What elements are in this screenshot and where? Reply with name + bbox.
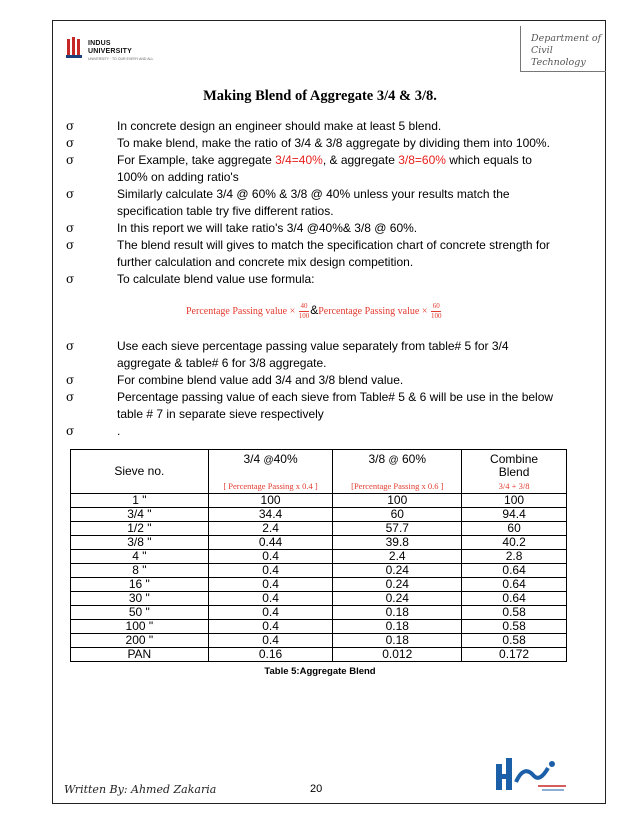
list-item	[64, 338, 564, 372]
page-title: Making Blend of Aggregate 3/4 & 3/8.	[203, 88, 437, 104]
formula-fraction-1	[299, 302, 310, 321]
bullet-symbol: σ	[66, 373, 75, 387]
bullet-text: Use each sieve percentage passing value separately from table# 5 for 3/4 aggregate & table# 6 for 3/8 aggregate.	[117, 339, 509, 370]
table-row	[71, 494, 567, 508]
table-row	[71, 522, 567, 536]
cell-38-value: 0.012	[333, 648, 462, 662]
list-item	[64, 135, 564, 152]
bullet-symbol: σ	[66, 187, 75, 201]
cell-34-value: 0.4	[208, 564, 333, 578]
cell-combine-value: 0.58	[462, 634, 567, 648]
company-logo-image	[492, 752, 572, 796]
highlight-ratio-38: 3/8=60%	[398, 153, 446, 167]
fraction-numerator: 40	[300, 302, 308, 310]
fraction-denominator: 100	[430, 312, 442, 320]
list-item	[64, 186, 564, 220]
cell-34-value: 34.4	[208, 508, 333, 522]
bullet-symbol: σ	[66, 272, 75, 286]
bullet-text: Percentage passing value of each sieve from Table# 5 & 6 will be use in the below table # 7 in separate sieve respectively	[117, 390, 554, 421]
cell-combine-value: 94.4	[462, 508, 567, 522]
bullet-text: To make blend, make the ratio of 3/4 & 3/8 aggregate by dividing them into 100%.	[117, 136, 550, 150]
cell-38-value: 57.7	[333, 522, 462, 536]
table-row	[71, 564, 567, 578]
bullet-text: The blend result will gives to match the specification chart of concrete strength for further calculation and concrete mix design competition.	[117, 238, 550, 269]
cell-34-value: 2.4	[208, 522, 333, 536]
bullet-text: In this report we will take ratio's 3/4 @40%& 3/8 @ 60%.	[117, 221, 418, 235]
department-line-2: Civil	[531, 45, 553, 56]
cell-sieve: 3/8 "	[71, 536, 209, 550]
cell-34-value: 0.4	[208, 578, 333, 592]
header-col-combine-formula: 3/4 + 3/8	[498, 481, 530, 491]
cell-combine-value: 0.58	[462, 620, 567, 634]
cell-combine-value: 2.8	[462, 550, 567, 564]
header-col-38-main: 3/8	[368, 452, 389, 466]
header-col-34-formula: [ Percentage Passing x 0.4 ]	[223, 481, 318, 491]
list-item	[64, 271, 564, 288]
table-row	[71, 536, 567, 550]
department-line-3: Technology	[531, 57, 586, 68]
page-number: 20	[310, 783, 323, 795]
bullet-text: To calculate blend value use formula:	[117, 272, 315, 286]
list-item	[64, 152, 564, 186]
department-label	[520, 26, 606, 72]
cell-34-value: 0.4	[208, 550, 333, 564]
cell-sieve: 1/2 "	[71, 522, 209, 536]
cell-sieve: 30 "	[71, 592, 209, 606]
highlight-ratio-34: 3/4=40%	[275, 153, 323, 167]
list-item	[64, 118, 564, 135]
cell-38-value: 0.18	[333, 606, 462, 620]
cell-34-value: 0.4	[208, 620, 333, 634]
cell-sieve: 8 "	[71, 564, 209, 578]
bullet-text: .	[117, 424, 121, 438]
header-col-combine-title: Combine Blend	[490, 452, 539, 479]
cell-sieve: 200 "	[71, 634, 209, 648]
header-sieve	[71, 450, 209, 494]
bullet-symbol: σ	[66, 339, 75, 353]
table-caption: Table 5:Aggregate Blend	[264, 666, 376, 677]
table-row	[71, 620, 567, 634]
bullet-symbol: σ	[66, 221, 75, 235]
header-col-34	[208, 450, 333, 494]
bullet-text: For Example, take aggregate	[117, 153, 276, 167]
cell-34-value: 100	[208, 494, 333, 508]
formula-part-2: Percentage Passing value ×	[318, 305, 428, 317]
cell-combine-value: 40.2	[462, 536, 567, 550]
cell-combine-value: 0.64	[462, 564, 567, 578]
bullet-symbol: σ	[66, 390, 75, 404]
formula-part-1: Percentage Passing value ×	[186, 305, 296, 317]
aggregate-blend-table	[70, 449, 567, 662]
formula-ampersand: &	[310, 302, 319, 317]
list-item	[64, 423, 564, 440]
bullet-text: , & aggregate	[322, 153, 399, 167]
bullet-symbol: σ	[66, 119, 75, 133]
cell-combine-value: 0.64	[462, 578, 567, 592]
university-crest-icon	[66, 36, 84, 60]
list-item	[64, 389, 564, 423]
header-col-combine	[462, 450, 567, 494]
list-item	[64, 220, 564, 237]
header-col-38-formula: [Percentage Passing x 0.6 ]	[351, 481, 444, 491]
cell-38-value: 60	[333, 508, 462, 522]
cell-38-value: 0.18	[333, 620, 462, 634]
header-col-38-pct: 60%	[398, 452, 427, 466]
table-row	[71, 648, 567, 662]
cell-sieve: 50 "	[71, 606, 209, 620]
cell-sieve: 4 "	[71, 550, 209, 564]
cell-38-value: 39.8	[333, 536, 462, 550]
header-col-34-title	[209, 453, 333, 467]
bullet-symbol: σ	[66, 153, 75, 167]
cell-combine-value: 0.58	[462, 606, 567, 620]
fraction-denominator: 100	[298, 312, 310, 320]
table-header-row	[71, 450, 567, 494]
formula-fraction-2	[431, 302, 442, 321]
cell-combine-value: 0.172	[462, 648, 567, 662]
cell-sieve: PAN	[71, 648, 209, 662]
bullet-text: In concrete design an engineer should make at least 5 blend.	[117, 119, 442, 133]
table-row	[71, 606, 567, 620]
bullet-symbol: σ	[66, 136, 75, 150]
header-col-38-at: @	[388, 455, 399, 466]
university-logo	[66, 36, 176, 66]
cell-sieve: 1 "	[71, 494, 209, 508]
table-row	[71, 578, 567, 592]
bullet-text: which equals to 100% on adding ratio's	[117, 153, 532, 184]
header-col-34-at: @	[263, 455, 274, 466]
blend-formula	[186, 302, 486, 328]
cell-38-value: 0.18	[333, 634, 462, 648]
cell-combine-value: 0.64	[462, 592, 567, 606]
list-item	[64, 237, 564, 271]
header-col-38-title	[333, 453, 461, 467]
cell-34-value: 0.4	[208, 592, 333, 606]
cell-38-value: 0.24	[333, 592, 462, 606]
cell-combine-value: 100	[462, 494, 567, 508]
logo-line-3: UNIVERSITY · TO OUR EVERY AND ALL	[88, 57, 154, 61]
cell-38-value: 100	[333, 494, 462, 508]
table-body	[71, 494, 567, 662]
logo-line-1: INDUS	[88, 40, 111, 47]
department-line-1: Department of	[531, 33, 602, 44]
header-col-38	[333, 450, 462, 494]
table-row	[71, 508, 567, 522]
cell-combine-value: 60	[462, 522, 567, 536]
bullet-list	[64, 118, 564, 288]
footer-author: Written By: Ahmed Zakaria	[64, 783, 217, 796]
cell-34-value: 0.4	[208, 634, 333, 648]
cell-38-value: 2.4	[333, 550, 462, 564]
table-row	[71, 592, 567, 606]
fraction-numerator: 60	[432, 302, 440, 310]
cell-sieve: 100 "	[71, 620, 209, 634]
company-logo	[492, 752, 572, 796]
company-logo-mark-icon	[496, 758, 566, 790]
header-sieve-label: Sieve no.	[114, 464, 165, 478]
list-item	[64, 372, 564, 389]
header-col-34-main: 3/4	[243, 452, 264, 466]
bullet-text: For combine blend value add 3/4 and 3/8 blend value.	[117, 373, 404, 387]
cell-34-value: 0.16	[208, 648, 333, 662]
bullet-symbol: σ	[66, 424, 75, 438]
bullet-symbol: σ	[66, 238, 75, 252]
cell-sieve: 16 "	[71, 578, 209, 592]
bullet-list-2	[64, 338, 564, 440]
table-row	[71, 634, 567, 648]
cell-38-value: 0.24	[333, 578, 462, 592]
cell-34-value: 0.44	[208, 536, 333, 550]
bullet-text: Similarly calculate 3/4 @ 60% & 3/8 @ 40% unless your results match the specification table try five different ratios.	[117, 187, 510, 218]
cell-38-value: 0.24	[333, 564, 462, 578]
header-col-34-pct: 40%	[273, 452, 298, 466]
table-row	[71, 550, 567, 564]
cell-34-value: 0.4	[208, 606, 333, 620]
cell-sieve: 3/4 "	[71, 508, 209, 522]
logo-line-2: UNIVERSITY	[88, 48, 133, 55]
